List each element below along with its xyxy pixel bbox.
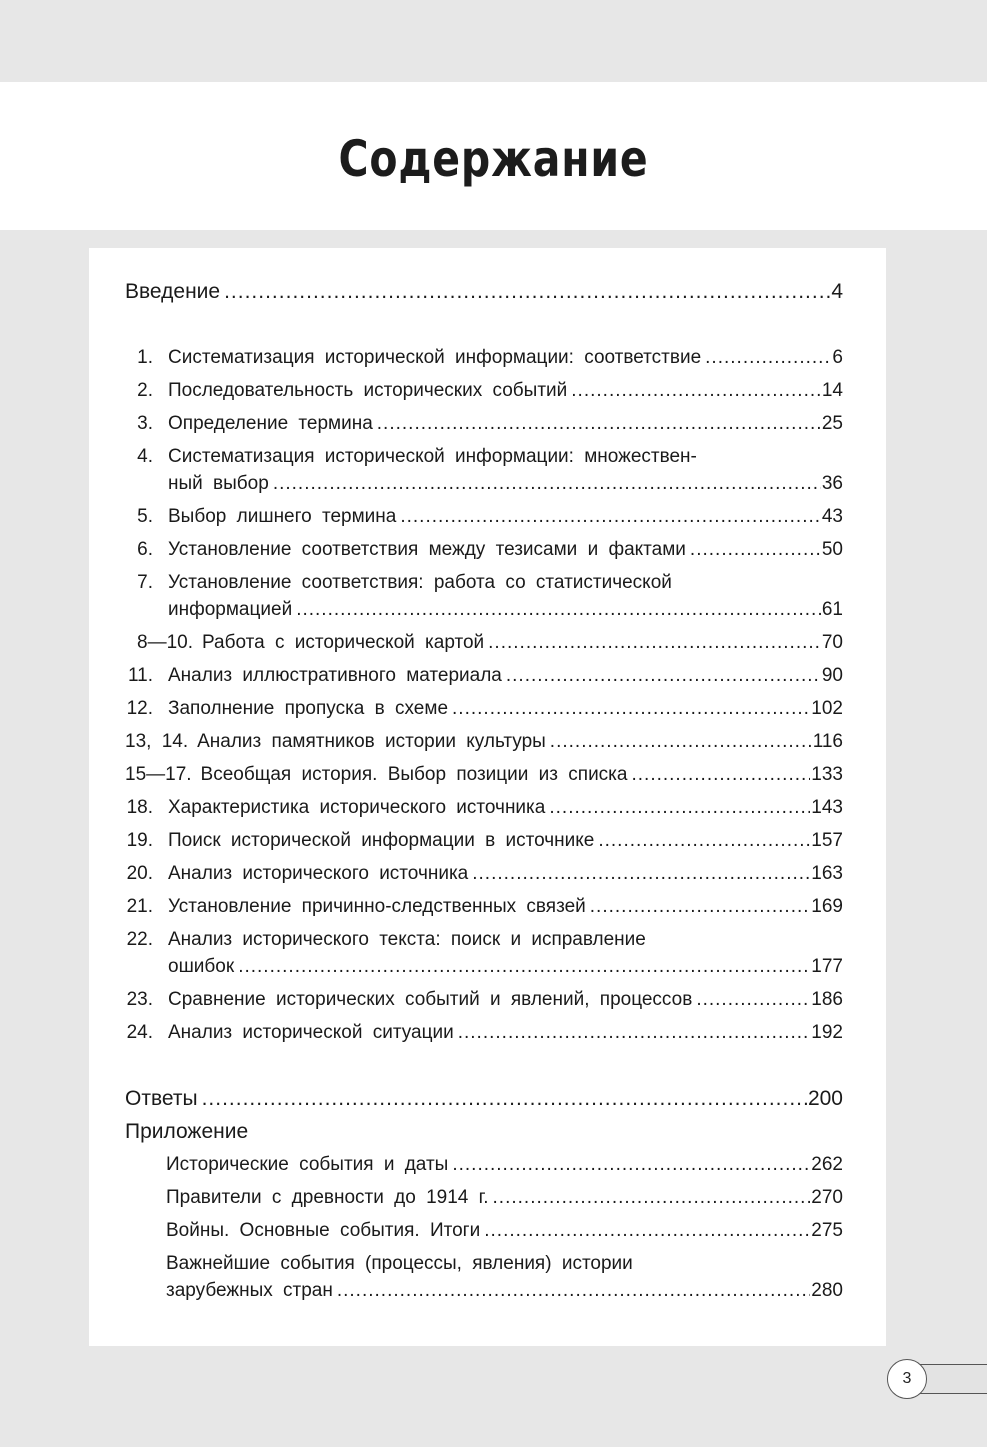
entry-page: 186 [811,989,843,1010]
dot-leader [296,597,821,623]
entry-number: 23. [126,989,153,1010]
entry-number: 7. [137,572,153,593]
entry-number: 6. [137,539,153,560]
dot-leader [238,954,810,980]
entry-page: 280 [811,1280,843,1301]
entry-label: Сравнение исторических событий и явлений, процессов [168,989,693,1010]
dot-leader [705,345,831,371]
page-title: Содержание [338,130,649,188]
dot-leader [452,696,810,722]
entry-number: 8—10. [137,632,193,653]
entry-page: 275 [811,1220,843,1241]
entry-page: 43 [821,506,843,527]
dot-leader [400,504,821,530]
entry-label: Исторические события и даты [166,1154,449,1175]
entry-label-continued: информацией [168,599,293,620]
entry-number: 1. [137,347,153,368]
dot-leader [452,1152,810,1178]
entry-page: 90 [821,665,843,686]
entry-page: 102 [811,698,843,719]
entry-number: 22. [126,929,153,950]
appendix-label: Приложение [125,1120,249,1143]
entry-label: Характеристика исторического источника [168,797,546,818]
entry-number: 21. [126,896,153,917]
entry-number: 2. [137,380,153,401]
entry-label: Анализ исторического источника [168,863,469,884]
dot-leader [550,729,812,755]
entry-number: 20. [126,863,153,884]
toc-panel [89,248,886,1346]
entry-number: 19. [126,830,153,851]
entry-label: Анализ памятников истории культуры [197,731,546,752]
entry-label: Поиск исторической информации в источнике [168,830,595,851]
entry-number: 11. [127,665,153,686]
dot-leader [224,279,830,305]
entry-number: 13, 14. [125,731,189,752]
entry-number: 3. [137,413,153,434]
page-number: 3 [887,1359,927,1399]
entry-label: Войны. Основные события. Итоги [166,1220,481,1241]
entry-number: 24. [126,1022,153,1043]
dot-leader [337,1278,810,1304]
entry-page: 61 [821,599,843,620]
dot-leader [377,411,821,437]
entry-label: Важнейшие события (процессы, явления) истории [166,1253,633,1274]
entry-number: 18. [126,797,153,818]
entry-label: Анализ исторической ситуации [168,1022,454,1043]
entry-number: 5. [137,506,153,527]
entry-page: 50 [821,539,843,560]
appendix-heading[interactable] [125,1119,843,1145]
dot-leader [202,1086,807,1112]
entry-page: 36 [821,473,843,494]
entry-number: 4. [137,446,153,467]
entry-page: 163 [811,863,843,884]
dot-leader [488,630,821,656]
entry-label-continued: зарубежных стран [166,1280,333,1301]
entry-page: 116 [812,731,843,752]
dot-leader [590,894,811,920]
entry-label: Анализ иллюстративного материала [168,665,502,686]
dot-leader [493,1185,811,1211]
entry-label: Установление причинно-следственных связей [168,896,586,917]
entry-label: Работа с исторической картой [201,632,485,653]
dot-leader [484,1218,810,1244]
entry-number: 12. [126,698,153,719]
dot-leader [690,537,821,563]
entry-label: Систематизация исторической информации: множествен- [168,446,697,467]
dot-leader [472,861,810,887]
entry-page: 70 [821,632,843,653]
entry-label: Выбор лишнего термина [168,506,397,527]
entry-label-continued: ошибок [168,956,235,977]
dot-leader [506,663,821,689]
entry-page: 133 [811,764,843,785]
entry-page: 4 [831,280,843,303]
dot-leader [458,1020,811,1046]
entry-label: Анализ исторического текста: поиск и исправление [168,929,646,950]
entry-page: 270 [811,1187,843,1208]
entry-page: 262 [811,1154,843,1175]
entry-page: 14 [821,380,843,401]
dot-leader [273,471,821,497]
entry-label: Установление соответствия: работа со статистической [168,572,672,593]
entry-page: 200 [807,1087,843,1110]
dot-leader [696,987,810,1013]
dot-leader [571,378,821,404]
entry-label: Ответы [125,1087,198,1110]
entry-page: 157 [811,830,843,851]
entry-page: 192 [811,1022,843,1043]
entry-page: 177 [811,956,843,977]
dot-leader [598,828,810,854]
entry-label: Определение термина [168,413,373,434]
entry-label: Введение [125,280,221,303]
entry-page: 25 [821,413,843,434]
entry-number: 15—17. [125,764,192,785]
entry-page: 169 [811,896,843,917]
dot-leader [549,795,810,821]
entry-label-continued: ный выбор [168,473,269,494]
entry-label: Последовательность исторических событий [168,380,568,401]
entry-label: Систематизация исторической информации: соответствие [168,347,702,368]
entry-label: Правители с древности до 1914 г. [166,1187,489,1208]
entry-label: Установление соответствия между тезисами и фактами [168,539,686,560]
entry-page: 6 [832,347,843,368]
entry-page: 143 [811,797,843,818]
entry-label: Всеобщая история. Выбор позиции из списка [200,764,628,785]
entry-label: Заполнение пропуска в схеме [168,698,449,719]
dot-leader [631,762,810,788]
